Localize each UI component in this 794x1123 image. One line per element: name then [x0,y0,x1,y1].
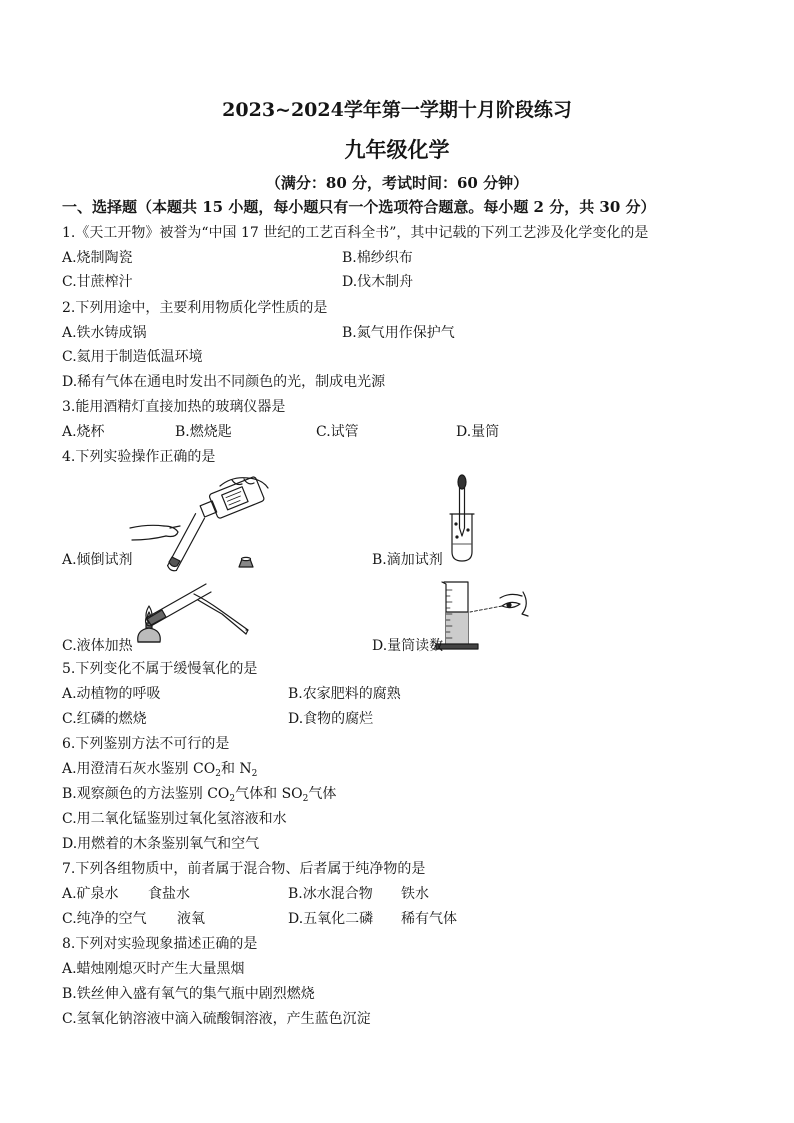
option-d: D.食物的腐烂 [288,711,374,727]
section-heading: 一、选择题（本题共 15 小题，每小题只有一个选项符合题意。每小题 2 分，共 30 分） [62,198,656,216]
option-c: C.氦用于制造低温环境 [62,349,203,365]
subscript: 2 [229,794,236,804]
option-b: B.滴加试剂 [372,552,443,568]
option-a-second: 食盐水 [148,886,190,902]
option-b: B.农家肥料的腐熟 [288,686,401,702]
exam-title: 2023~2024学年第一学期十月阶段练习 [222,99,572,121]
pouring-reagent-icon [128,476,270,572]
question-stem: 4.下列实验操作正确的是 [62,449,216,465]
option-c: C.甘蔗榨汁 [62,274,133,290]
subscript: 2 [251,769,258,779]
question-stem: 7.下列各组物质中，前者属于混合物、后者属于纯净物的是 [62,861,426,877]
option-a [62,759,257,779]
option-b-first: B.冰水混合物 [288,886,373,902]
option-a: A.铁水铸成锅 [62,325,147,341]
option-d-second: 稀有气体 [401,911,457,927]
option-b: B.氮气用作保护气 [342,325,455,341]
option-text: 气体和 SO [235,786,303,802]
option-d: D.稀有气体在通电时发出不同颜色的光，制成电光源 [62,374,386,390]
option-c-second: 液氧 [177,911,205,927]
option-d-first: D.五氧化二磷 [288,911,374,927]
question-stem: 6.下列鉴别方法不可行的是 [62,736,230,752]
option-d: D.量筒读数 [372,638,444,654]
option-a-first: A.矿泉水 [62,886,119,902]
option-a: A.烧杯 [62,424,105,440]
option-text: B.观察颜色的方法鉴别 CO [62,786,230,802]
option-b: B.棉纱织布 [342,250,413,266]
option-d: D.用燃着的木条鉴别氧气和空气 [62,836,260,852]
option-b [62,784,336,804]
exam-subject: 九年级化学 [344,137,450,162]
option-c: C.氢氧化钠溶液中滴入硫酸铜溶液，产生蓝色沉淀 [62,1011,371,1027]
heating-liquid-icon [136,580,252,644]
option-a: A.烧制陶瓷 [62,250,133,266]
option-text: 和 N [220,761,252,777]
option-c: C.红磷的燃烧 [62,711,147,727]
exam-info: （满分：80 分，考试时间：60 分钟） [265,174,529,192]
option-c: C.用二氧化锰鉴别过氧化氢溶液和水 [62,811,287,827]
question-stem: 2.下列用途中，主要利用物质化学性质的是 [62,300,328,316]
option-text: A.用澄清石灰水鉴别 CO [62,761,216,777]
question-stem: 8.下列对实验现象描述正确的是 [62,936,258,952]
option-b: B.燃烧匙 [175,424,232,440]
reading-cylinder-icon [428,578,532,650]
option-text: 气体 [308,786,337,802]
option-a: A.蜡烛刚熄灭时产生大量黑烟 [62,961,245,977]
option-c-first: C.纯净的空气 [62,911,147,927]
option-c: C.液体加热 [62,638,133,654]
option-b: B.铁丝伸入盛有氧气的集气瓶中剧烈燃烧 [62,986,315,1002]
dropping-reagent-icon [440,474,484,564]
question-stem: 1.《天工开物》被誉为“中国 17 世纪的工艺百科全书”，其中记载的下列工艺涉及化学变化的是 [62,225,649,241]
option-c: C.试管 [316,424,359,440]
option-a: A.倾倒试剂 [62,552,133,568]
option-d: D.量筒 [456,424,500,440]
subscript: 2 [215,769,221,779]
question-stem: 5.下列变化不属于缓慢氧化的是 [62,661,258,677]
question-stem: 3.能用酒精灯直接加热的玻璃仪器是 [62,399,286,415]
option-d: D.伐木制舟 [342,274,414,290]
subscript: 2 [302,794,309,804]
option-b-second: 铁水 [401,886,429,902]
option-a: A.动植物的呼吸 [62,686,161,702]
